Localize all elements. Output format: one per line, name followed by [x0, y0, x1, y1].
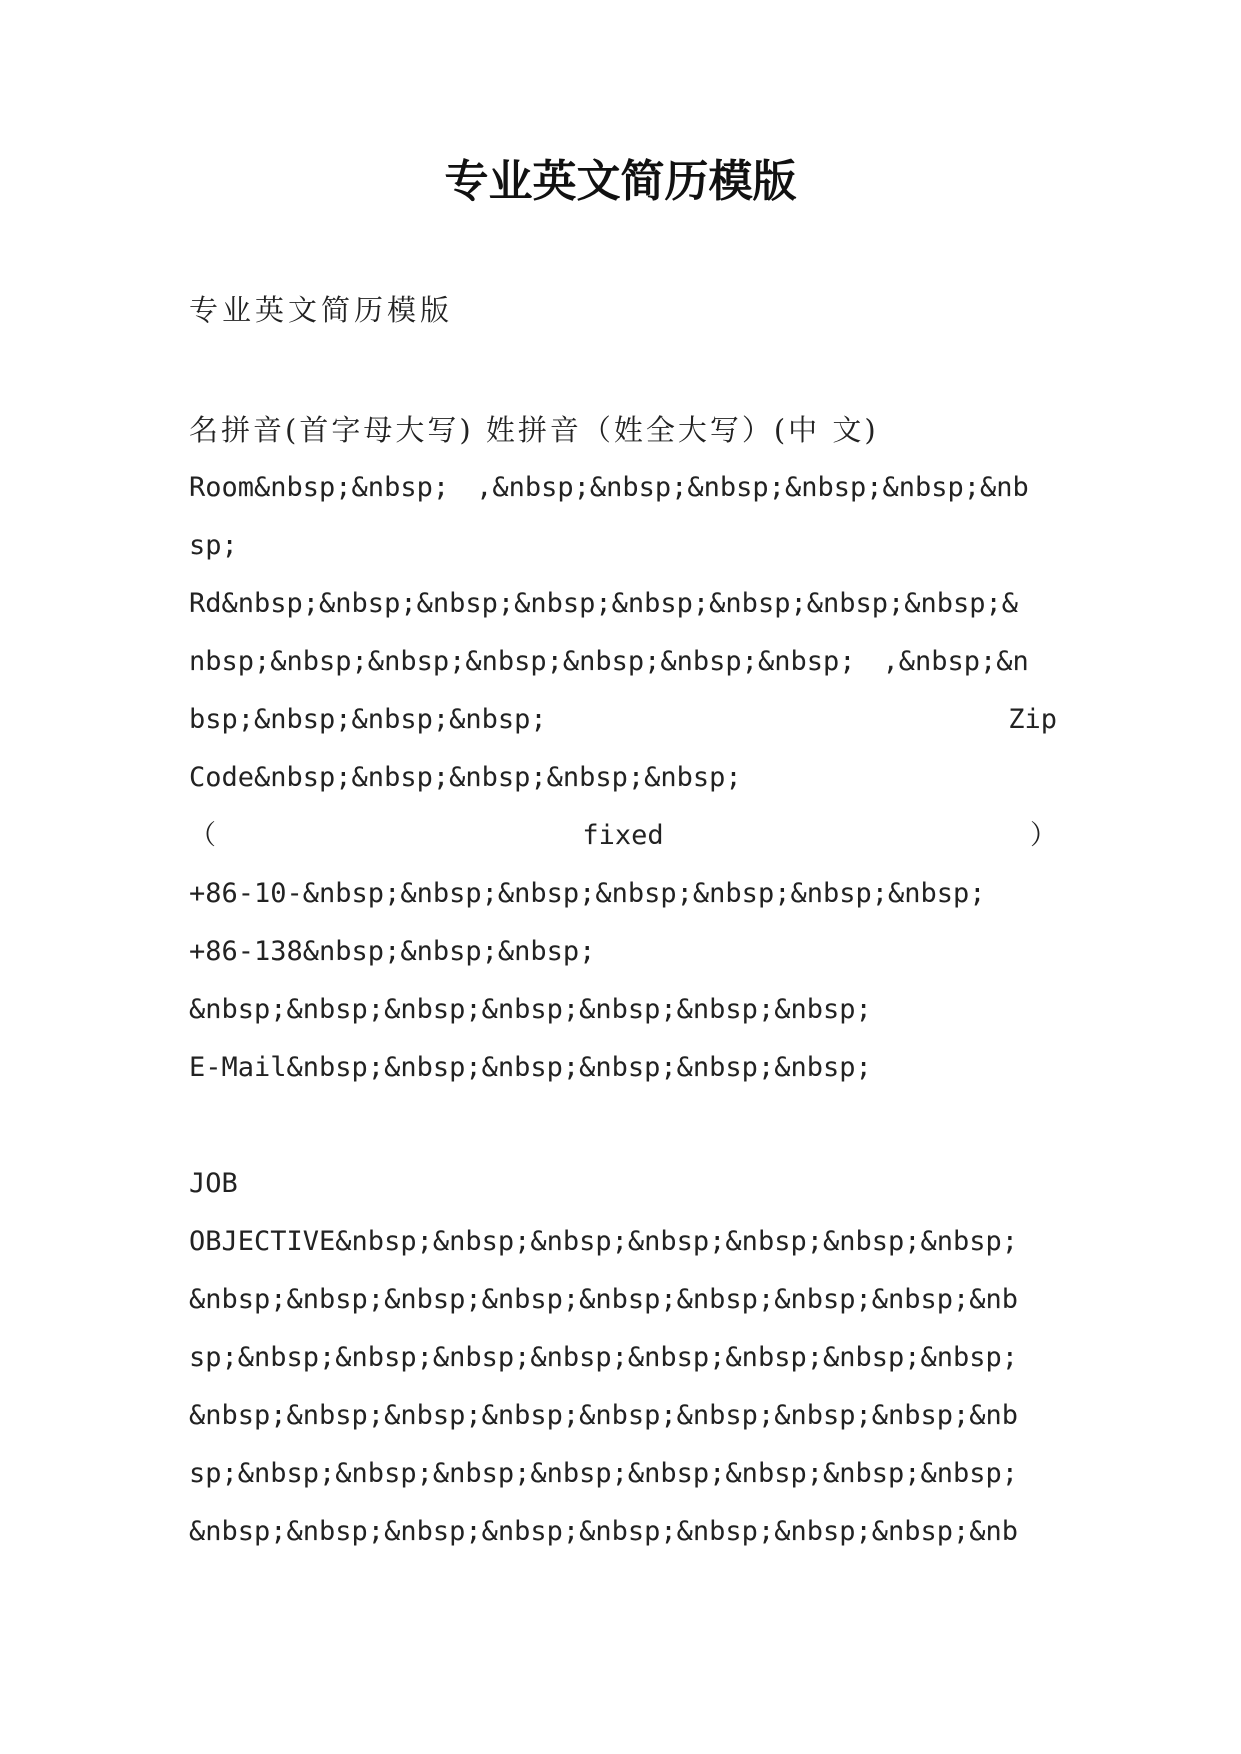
objective-line: OBJECTIVE&nbsp;&nbsp;&nbsp;&nbsp;&nbsp;&nbsp;&nbsp;: [189, 1226, 1019, 1257]
address-line-5: bsp;&nbsp;&nbsp;&nbsp;: [189, 704, 547, 735]
fixed-label: fixed: [582, 820, 664, 851]
address-line-1: Room&nbsp;&nbsp; ,&nbsp;&nbsp;&nbsp;&nbsp;&nbsp;&nb: [189, 472, 1029, 503]
fixed-open-paren: （: [189, 820, 216, 851]
objective-body-line-3: &nbsp;&nbsp;&nbsp;&nbsp;&nbsp;&nbsp;&nbsp;&nbsp;&nb: [189, 1400, 1019, 1431]
fixed-close-paren: ）: [1030, 820, 1057, 851]
zip-label: Zip: [1008, 704, 1057, 735]
phone-line-mobile: +86-138&nbsp;&nbsp;&nbsp;: [189, 936, 596, 967]
objective-body-line-5: &nbsp;&nbsp;&nbsp;&nbsp;&nbsp;&nbsp;&nbsp;&nbsp;&nb: [189, 1516, 1019, 1547]
fixed-phone-line: [189, 816, 1057, 856]
email-line: E-Mail&nbsp;&nbsp;&nbsp;&nbsp;&nbsp;&nbsp;: [189, 1052, 872, 1083]
objective-body-line-4: sp;&nbsp;&nbsp;&nbsp;&nbsp;&nbsp;&nbsp;&nbsp;&nbsp;: [189, 1458, 1019, 1489]
phone-line-fixed: +86-10-&nbsp;&nbsp;&nbsp;&nbsp;&nbsp;&nbsp;&nbsp;: [189, 878, 986, 909]
spacing-line: &nbsp;&nbsp;&nbsp;&nbsp;&nbsp;&nbsp;&nbsp;: [189, 994, 872, 1025]
address-line-2: sp;: [189, 530, 238, 561]
address-line-3: Rd&nbsp;&nbsp;&nbsp;&nbsp;&nbsp;&nbsp;&nbsp;&nbsp;&: [189, 588, 1019, 619]
address-zip-line: [189, 700, 1057, 740]
objective-body-line-2: sp;&nbsp;&nbsp;&nbsp;&nbsp;&nbsp;&nbsp;&nbsp;&nbsp;: [189, 1342, 1019, 1373]
objective-body-line-1: &nbsp;&nbsp;&nbsp;&nbsp;&nbsp;&nbsp;&nbsp;&nbsp;&nb: [189, 1284, 1019, 1315]
zip-code-line: Code&nbsp;&nbsp;&nbsp;&nbsp;&nbsp;: [189, 762, 742, 793]
name-line: 名拼音(首字母大写) 姓拼音（姓全大写）(中 文): [189, 413, 879, 447]
document-subtitle: 专业英文简历模版: [189, 293, 454, 327]
document-title: 专业英文简历模版: [444, 156, 797, 207]
address-line-4: nbsp;&nbsp;&nbsp;&nbsp;&nbsp;&nbsp;&nbsp; ,&nbsp;&n: [189, 646, 1029, 677]
job-heading-line: JOB: [189, 1168, 238, 1199]
